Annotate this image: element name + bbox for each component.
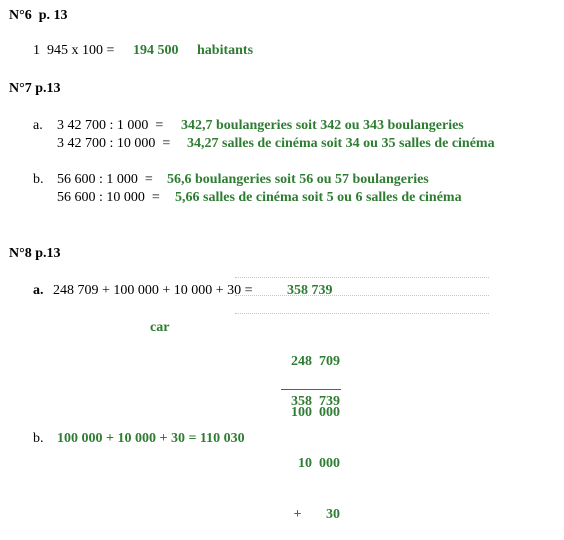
addition-total: 358 739 <box>291 394 340 409</box>
ex8-a-result: 358 739 <box>287 283 333 298</box>
ex7-b1-result: 56,6 boulangeries soit 56 ou 57 boulangeries <box>167 172 429 187</box>
ex7-b2-calc: 56 600 : 10 000 = <box>57 190 160 205</box>
ex7-a1-calc: 3 42 700 : 1 000 = <box>57 118 164 133</box>
ex7-a2-calc: 3 42 700 : 10 000 = <box>57 136 171 151</box>
dotted-rule-middle <box>235 295 489 296</box>
ex8-a-calc: 248 709 + 100 000 + 10 000 + 30 = <box>53 283 253 298</box>
addition-row: 10 000 <box>298 456 340 471</box>
ex8-heading: N°8 p.13 <box>9 246 61 261</box>
dotted-rule-bottom <box>235 313 489 314</box>
column-addition <box>270 319 340 540</box>
addition-row: 248 709 <box>291 354 340 369</box>
ex7-b2-result: 5,66 salles de cinéma soit 5 ou 6 salles de cinéma <box>175 190 462 205</box>
ex7-heading: N°7 p.13 <box>9 81 61 96</box>
ex6-calc: 1 945 x 100 = <box>33 43 115 58</box>
ex6-result: 194 500 <box>133 43 179 58</box>
ex7-a-label: a. <box>33 118 43 133</box>
ex8-b-label: b. <box>33 431 44 446</box>
ex7-b-label: b. <box>33 172 44 187</box>
ex8-a-label: a. <box>33 283 44 298</box>
ex6-heading: N°6 p. 13 <box>9 8 68 23</box>
dotted-rule-top <box>235 277 489 278</box>
addition-row: 100 000 <box>291 405 340 420</box>
addition-row: + 30 <box>293 507 340 522</box>
car-label: car <box>150 320 170 335</box>
ex7-a2-result: 34,27 salles de cinéma soit 34 ou 35 salles de cinéma <box>187 136 495 151</box>
ex8-b-result: 100 000 + 10 000 + 30 = 110 030 <box>57 431 245 446</box>
ex7-b1-calc: 56 600 : 1 000 = <box>57 172 153 187</box>
ex6-unit: habitants <box>197 43 254 58</box>
ex7-a1-result: 342,7 boulangeries soit 342 ou 343 boulangeries <box>181 118 464 133</box>
sum-line <box>281 389 341 390</box>
